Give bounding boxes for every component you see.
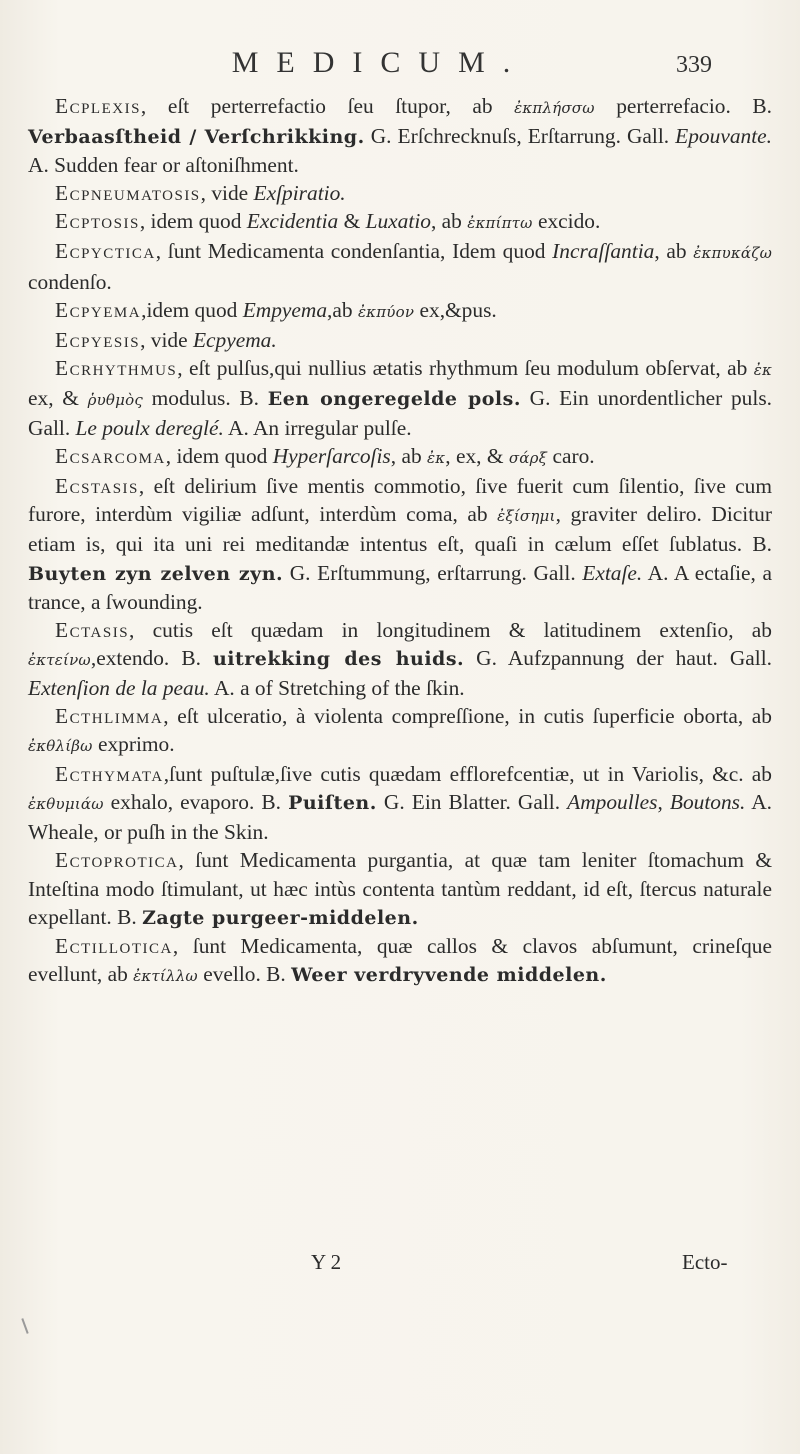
french-translation: Boutons. [669, 790, 746, 815]
greek-word: ῥυθμὸς [87, 390, 143, 409]
entry-ecpyesis: Ecpyesis, vide Ecpyema. [55, 327, 277, 352]
dutch-translation: Een ongeregelde pols. [267, 387, 521, 410]
dutch-translation: Puiſten. [288, 792, 377, 815]
headword: Ecrhythmus [55, 355, 178, 380]
french-translation: Epouvante. [675, 124, 772, 149]
greek-word: ἐξίσημι [497, 507, 556, 526]
signature-mark: Y 2 [311, 1250, 342, 1274]
headword: Ecstasis [55, 474, 139, 499]
catchword: Ecto- [682, 1250, 728, 1274]
greek-word: ἐκπλήσσω [514, 99, 595, 117]
headword: Ectasis [55, 617, 130, 642]
headword: Ecsarcoma [55, 444, 166, 469]
entry-ecthymata: Ecthymata,ſunt puſtulæ,ſive cutis quædam efflorefcentiæ, ut in Variolis, &c. ab ἐκθυμιάω exhalo, evaporo. B. Puiſten. G. Ein Blatter. Gall. Ampoulles, Boutons. A. Wheale, or puſh in the Skin. [28, 762, 773, 845]
headword: Ecthymata [55, 762, 164, 787]
entry-ecpyctica: Ecpyctica, ſunt Medicamenta condenſantia, Idem quod Incraſſantia, ab ἐκπυκάζω condenſo. [28, 239, 773, 294]
greek-word: ἐκ [753, 360, 772, 379]
cross-reference: Ecpyema. [192, 327, 277, 352]
page-number: 339 [676, 52, 712, 78]
headword: Ecpyctica [55, 239, 156, 264]
french-translation: Extaſe. [582, 560, 643, 585]
cross-reference: Excidentia [246, 209, 339, 234]
entry-ectillotica: Ectillotica, ſunt Medicamenta, quæ callos & clavos abſumunt, crineſque evellunt, ab ἐκτίλλω evello. B. Weer verdryvende middelen. [28, 933, 772, 986]
entry-ecrhythmus: Ecrhythmus, eſt pulſus,qui nullius ætatis rhythmum ſeu modulum obſervat, ab ἐκ ex, & ῥυθμὸς modulus. B. Een ongeregelde pols. G. Ein unordentlicher puls. Gall. Le poulx dereglé. A. An irregular pulſe. [28, 355, 772, 441]
greek-word: ἐκθυμιάω [28, 795, 104, 814]
dutch-translation: Verbaasſtheid / Verſchrikking. [28, 126, 365, 149]
greek-word: ἐκπύον [357, 302, 415, 321]
greek-word: ἐκτείνω [28, 650, 91, 669]
entry-ectasis: Ectasis, cutis eſt quædam in longitudinem & latitudinem extenſio, ab ἐκτείνω,extendo. B. uitrekking des huids. G. Aufzpannung der haut. Gall. Extenſion de la peau. A. a of Stretching of the ſkin. [28, 617, 773, 700]
running-head: MEDICUM. [231, 46, 529, 79]
entry-ecptosis: Ecptosis, idem quod Excidentia & Luxatio, ab ἐκπίπτω excido. [55, 209, 601, 234]
headword: Ecplexis [55, 94, 141, 118]
french-translation: Extenſion de la peau. [28, 675, 210, 700]
headword: Ectillotica [55, 933, 173, 958]
entry-ecpyema: Ecpyema,idem quod Empyema,ab ἐκπύον ex,&pus. [55, 297, 497, 322]
greek-word: ἐκθλίβω [28, 737, 93, 756]
greek-word: σάρξ [508, 449, 548, 468]
dutch-translation: Buyten zyn zelven zyn. [28, 562, 284, 585]
cross-reference: Luxatio [365, 209, 431, 234]
headword: Ecpneumatosis [55, 181, 201, 206]
french-translation: Ampoulles [567, 790, 658, 815]
dutch-translation: Zagte purgeer-middelen. [142, 906, 419, 929]
headword: Ectoprotica [55, 848, 179, 873]
greek-word: ἐκτίλλω [133, 966, 198, 985]
entry-ecplexis: Ecplexis, eſt perterrefactio ſeu ſtupor, ab ἐκπλήσσω perterrefacio. B. Verbaasſtheid / Verſchrikking. G. Erſchrecknuſs, Erſtarrung. Gall. Epouvante. A. Sudden fear or aſtoniſhment. [28, 94, 772, 178]
pencil-mark [21, 1318, 28, 1334]
french-translation: Le poulx dereglé. [75, 416, 224, 441]
greek-word: ἐκ [426, 449, 446, 468]
entry-ecstasis: Ecstasis, eſt delirium ſive mentis commotio, ſive fuerit cum ſilentio, ſive cum furore, interdùm vigiliæ adſunt, interdùm coma, ab ἐξίσημι, graviter deliro. Dicitur etiam is, qui ita uni rei meditandæ intentus eſt, quaſi in cælum eſſet ſublatus. B. Buyten zyn zelven zyn. G. Erſtummung, erſtarrung. Gall. Extaſe. A. A ectaſie, a trance, a ſwounding. [28, 474, 772, 614]
headword: Ecpyema [55, 297, 142, 322]
dutch-translation: Weer verdryvende middelen. [291, 963, 607, 986]
greek-word: ἐκπυκάζω [693, 244, 773, 263]
entry-ecthlimma: Ecthlimma, eſt ulceratio, à violenta compreſſione, in cutis ſuperficie oborta, ab ἐκθλίβω exprimo. [28, 703, 772, 757]
dictionary-text [28, 92, 772, 990]
cross-reference: Exſpiratio. [253, 181, 346, 206]
headword: Ecpyesis [55, 327, 141, 352]
cross-reference: Incraſſantia [552, 239, 655, 264]
entry-ecpneumatosis: Ecpneumatosis, vide Exſpiratio. [55, 181, 346, 206]
dutch-translation: uitrekking des huids. [212, 647, 465, 670]
greek-word: ἐκπίπτω [467, 214, 533, 233]
headword: Ecthlimma [55, 703, 164, 728]
entry-ecsarcoma: Ecsarcoma, idem quod Hyperſarcoſis, ab ἐκ, ex, & σάρξ caro. [55, 444, 595, 469]
cross-reference: Empyema [242, 297, 328, 322]
entry-ectoprotica: Ectoprotica, ſunt Medicamenta purgantia, at quæ tam leniter ſtomachum & Inteſtina modo ſtimulant, ut hæc intùs contenta tantùm reddant, id eſt, ſtercus naturale expellant. B. Zagte purgeer-middelen. [28, 848, 772, 929]
headword: Ecptosis [55, 209, 140, 234]
cross-reference: Hyperſarcoſis [272, 444, 391, 469]
